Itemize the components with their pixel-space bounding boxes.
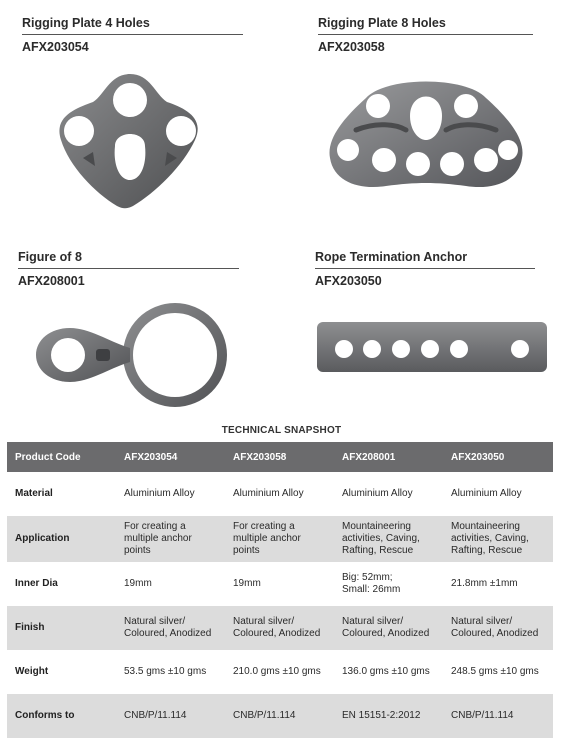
table-cell: CNB/P/11.114 (116, 694, 225, 738)
row-label: Finish (7, 606, 116, 650)
table-row (7, 516, 553, 562)
table-cell: For creating a multiple anchor points (116, 516, 225, 562)
header-afx203058: AFX203058 (225, 442, 334, 472)
table-cell: 210.0 gms ±10 gms (225, 650, 334, 694)
table-cell: Natural silver/ Coloured, Anodized (116, 606, 225, 650)
table-cell: Aluminium Alloy (116, 472, 225, 516)
row-label: Weight (7, 650, 116, 694)
table-row (7, 472, 553, 516)
product-code: AFX208001 (18, 274, 85, 288)
table-cell: 53.5 gms ±10 gms (116, 650, 225, 694)
rigging-plate-4-image (55, 68, 205, 213)
table-cell: Big: 52mm; Small: 26mm (334, 562, 443, 606)
product-title: Rigging Plate 8 Holes (318, 16, 533, 35)
snapshot-title: TECHNICAL SNAPSHOT (221, 425, 342, 436)
row-label: Application (7, 516, 116, 562)
table-cell: Aluminium Alloy (225, 472, 334, 516)
product-rigging-plate-4 (22, 16, 243, 54)
product-title: Rope Termination Anchor (315, 250, 535, 269)
table-cell: Aluminium Alloy (443, 472, 553, 516)
product-title: Figure of 8 (18, 250, 239, 269)
table-cell: Natural silver/ Coloured, Anodized (443, 606, 553, 650)
header-afx203050: AFX203050 (443, 442, 553, 472)
spec-table (7, 442, 553, 738)
product-code: AFX203054 (22, 40, 89, 54)
table-cell: Natural silver/ Coloured, Anodized (225, 606, 334, 650)
table-cell: 248.5 gms ±10 gms (443, 650, 553, 694)
table-row (7, 694, 553, 738)
table-header-row (7, 442, 553, 472)
row-label: Material (7, 472, 116, 516)
product-figure-of-8 (18, 250, 239, 288)
table-cell: Natural silver/ Coloured, Anodized (334, 606, 443, 650)
table-cell: 19mm (116, 562, 225, 606)
table-cell: Mountaineering activities, Caving, Rafting, Rescue (334, 516, 443, 562)
table-cell: EN 15151-2:2012 (334, 694, 443, 738)
table-row (7, 562, 553, 606)
header-afx208001: AFX208001 (334, 442, 443, 472)
header-afx203054: AFX203054 (116, 442, 225, 472)
row-label: Conforms to (7, 694, 116, 738)
table-cell: 21.8mm ±1mm (443, 562, 553, 606)
table-cell: 19mm (225, 562, 334, 606)
product-rope-termination-anchor (315, 250, 535, 288)
table-cell: CNB/P/11.114 (443, 694, 553, 738)
product-rigging-plate-8 (318, 16, 533, 54)
figure-of-8-image (30, 300, 230, 410)
table-row (7, 606, 553, 650)
product-title: Rigging Plate 4 Holes (22, 16, 243, 35)
table-cell: For creating a multiple anchor points (225, 516, 334, 562)
table-cell: Aluminium Alloy (334, 472, 443, 516)
rigging-plate-8-image (326, 68, 526, 203)
table-row (7, 650, 553, 694)
header-product-code: Product Code (7, 442, 116, 472)
row-label: Inner Dia (7, 562, 116, 606)
product-code: AFX203058 (318, 40, 385, 54)
product-code: AFX203050 (315, 274, 382, 288)
table-cell: CNB/P/11.114 (225, 694, 334, 738)
table-cell: Mountaineering activities, Caving, Rafting, Rescue (443, 516, 553, 562)
rope-anchor-image (316, 320, 548, 374)
table-cell: 136.0 gms ±10 gms (334, 650, 443, 694)
